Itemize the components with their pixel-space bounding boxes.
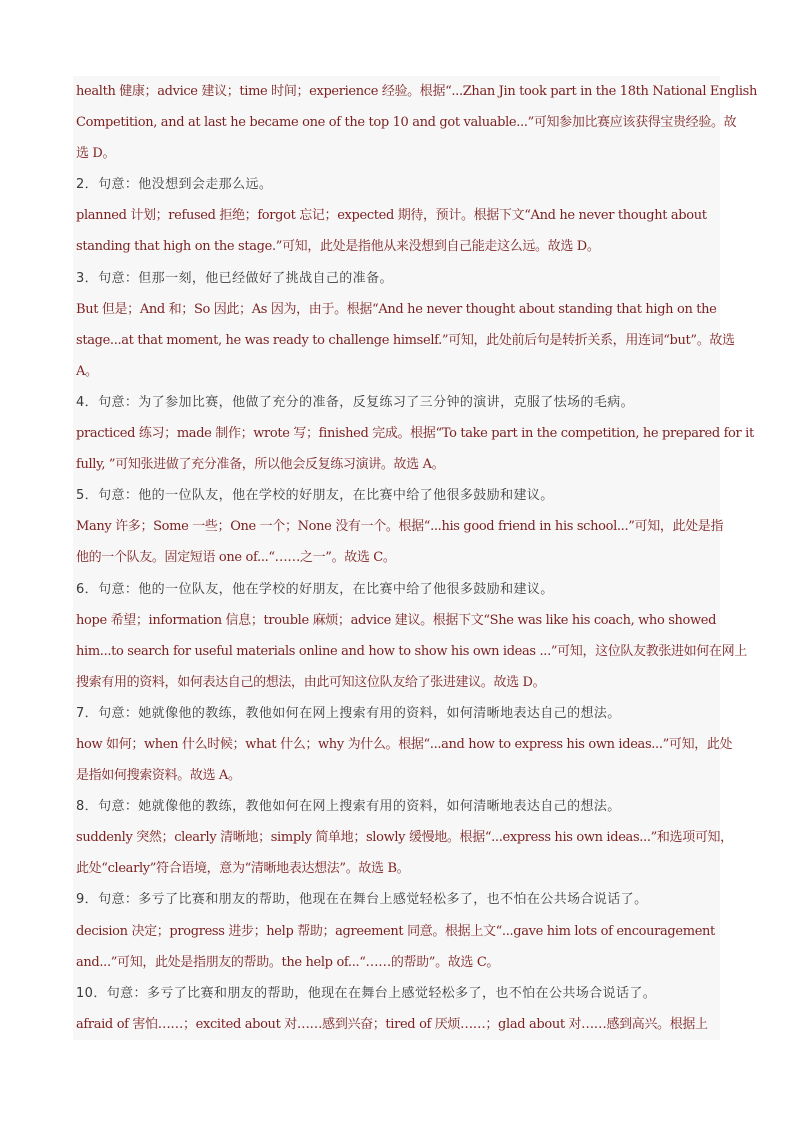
answer-line: afraid of 害怕……；excited about 对……感到兴奋；tired of 厌烦……；glad about 对……感到高兴。根据上 — [73, 1009, 720, 1040]
question-line: 2．句意：他没想到会走那么远。 — [73, 169, 720, 200]
question-line: 8．句意：她就像他的教练，教他如何在网上搜索有用的资料，如何清晰地表达自己的想法。 — [73, 791, 720, 822]
answer-line: 搜索有用的资料，如何表达自己的想法，由此可知这位队友给了张进建议。故选 D。 — [73, 667, 720, 698]
answer-line: Many 许多；Some 一些；One 一个；None 没有一个。根据“...his good friend in his school...”可知，此处是指 — [73, 511, 720, 542]
question-line: 10．句意：多亏了比赛和朋友的帮助，他现在在舞台上感觉轻松多了，也不怕在公共场合说话了。 — [73, 978, 720, 1009]
answer-line: Competition, and at last he became one of the top 10 and got valuable...”可知参加比赛应该获得宝贵经验。故 — [73, 107, 720, 138]
answer-line: fully, ”可知张进做了充分准备，所以他会反复练习演讲。故选 A。 — [73, 449, 720, 480]
question-line: 6．句意：他的一位队友，他在学校的好朋友，在比赛中给了他很多鼓励和建议。 — [73, 574, 720, 605]
answer-line: health 健康；advice 建议；time 时间；experience 经验。根据“...Zhan Jin took part in the 18th National English — [73, 76, 720, 107]
document-body — [73, 76, 758, 1040]
answer-line: 他的一个队友。固定短语 one of...“……之一”。故选 C。 — [73, 542, 720, 573]
answer-line: suddenly 突然；clearly 清晰地；simply 简单地；slowly 缓慢地。根据“...express his own ideas...”和选项可知， — [73, 822, 720, 853]
question-line: 4．句意：为了参加比赛，他做了充分的准备，反复练习了三分钟的演讲，克服了怯场的毛病。 — [73, 387, 720, 418]
question-line: 5．句意：他的一位队友，他在学校的好朋友，在比赛中给了他很多鼓励和建议。 — [73, 480, 720, 511]
answer-line: and...”可知，此处是指朋友的帮助。the help of...“……的帮助”。故选 C。 — [73, 947, 720, 978]
question-line: 7．句意：她就像他的教练，教他如何在网上搜索有用的资料，如何清晰地表达自己的想法。 — [73, 698, 720, 729]
answer-line: decision 决定；progress 进步；help 帮助；agreement 同意。根据上文“...gave him lots of encouragement — [73, 916, 720, 947]
answer-line: 此处“clearly”符合语境，意为“清晰地表达想法”。故选 B。 — [73, 853, 720, 884]
question-line: 9．句意：多亏了比赛和朋友的帮助，他现在在舞台上感觉轻松多了，也不怕在公共场合说话了。 — [73, 884, 720, 915]
answer-line: But 但是；And 和；So 因此；As 因为，由于。根据“And he never thought about standing that high on the — [73, 294, 720, 325]
answer-line: standing that high on the stage.”可知，此处是指他从来没想到自己能走这么远。故选 D。 — [73, 231, 720, 262]
answer-line: practiced 练习；made 制作；wrote 写；finished 完成。根据“To take part in the competition, he prepared for it — [73, 418, 720, 449]
answer-line: A。 — [73, 356, 720, 387]
answer-line: hope 希望；information 信息；trouble 麻烦；advice 建议。根据下文“She was like his coach, who showed — [73, 605, 720, 636]
answer-line: how 如何；when 什么时候；what 什么；why 为什么。根据“...and how to express his own ideas...”可知，此处 — [73, 729, 720, 760]
answer-line: 选 D。 — [73, 138, 720, 169]
answer-line: 是指如何搜索资料。故选 A。 — [73, 760, 720, 791]
answer-line: him...to search for useful materials online and how to show his own ideas ...”可知，这位队友教张进如何在网上 — [73, 636, 720, 667]
answer-line: planned 计划；refused 拒绝；forgot 忘记；expected 期待，预计。根据下文“And he never thought about — [73, 200, 720, 231]
question-line: 3．句意：但那一刻，他已经做好了挑战自己的准备。 — [73, 263, 720, 294]
answer-line: stage...at that moment, he was ready to challenge himself.”可知，此处前后句是转折关系，用连词“but”。故选 — [73, 325, 720, 356]
